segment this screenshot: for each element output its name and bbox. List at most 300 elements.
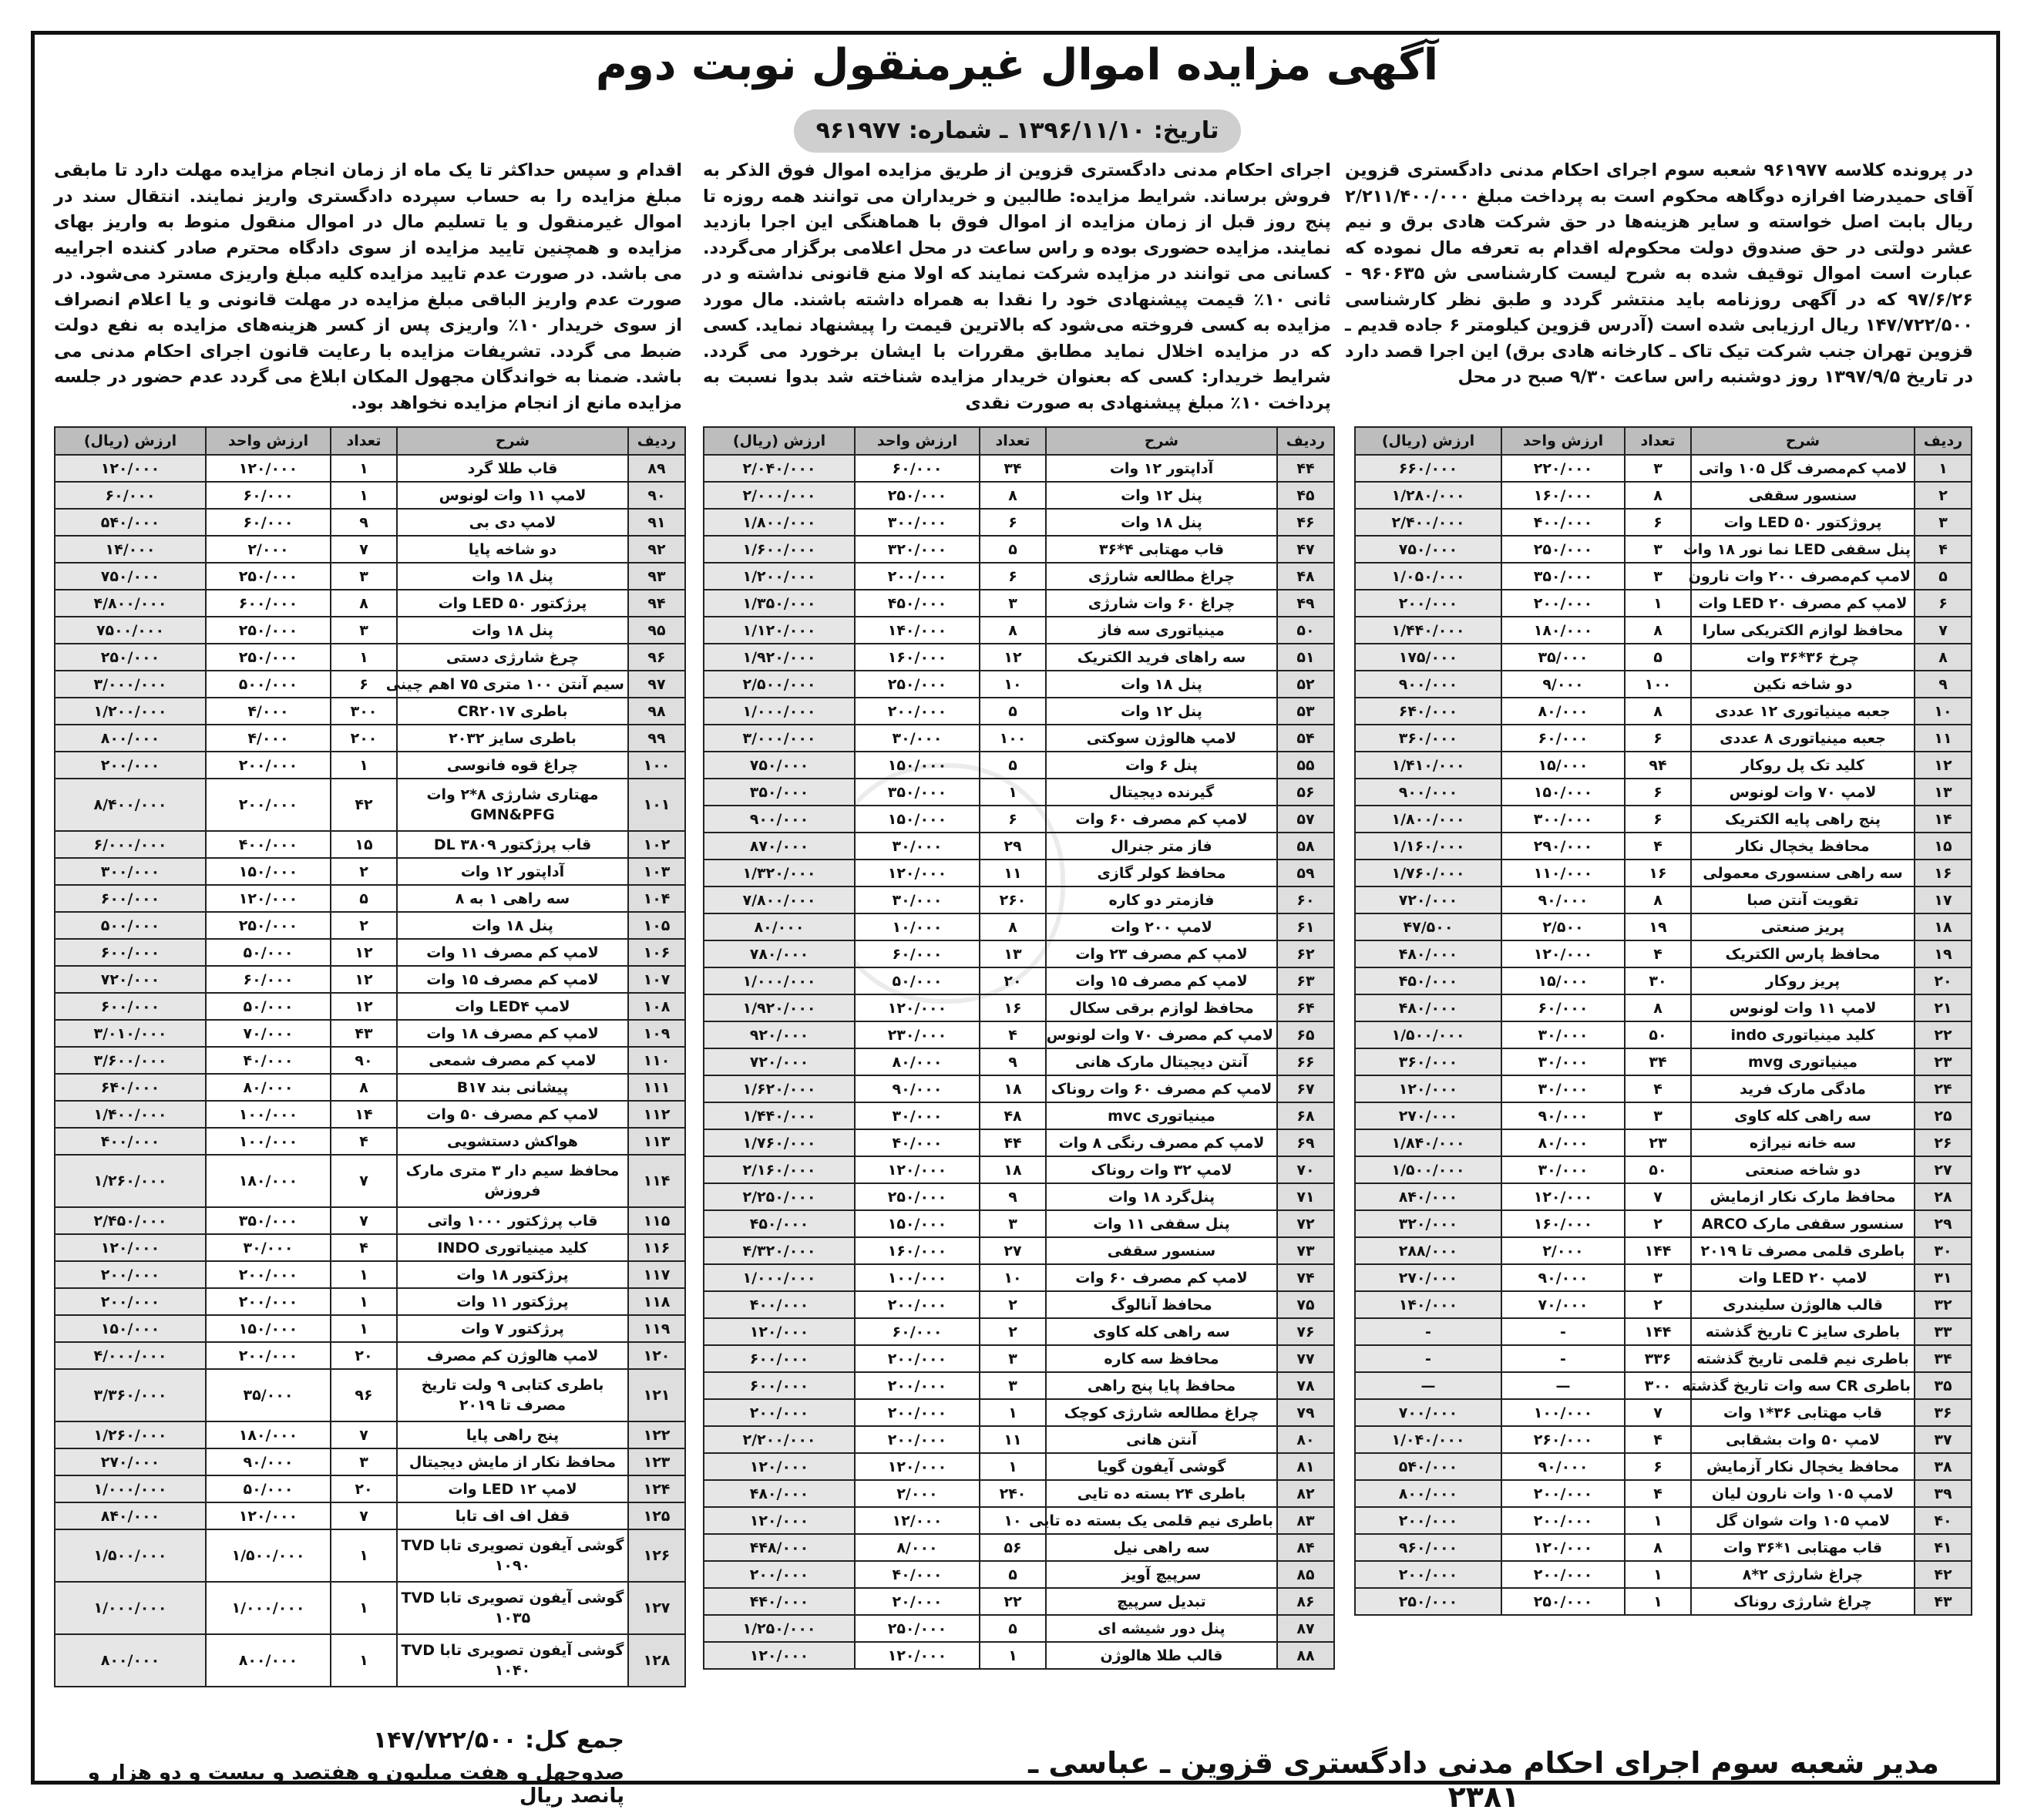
total-value: ۶۰۰/۰۰۰ [55,885,206,912]
row-number: ۳۷ [1915,1426,1972,1453]
table-row [1355,1453,1972,1480]
total-value: - [1355,1345,1501,1372]
unit-value: ۳۰۰/۰۰۰ [855,509,980,536]
table-row [1355,1237,1972,1264]
unit-value: ۱۰/۰۰۰ [855,913,980,940]
item-description: پیشانی بند B۱۷ [397,1074,628,1101]
total-value: ۱/۴۴۰/۰۰۰ [1355,617,1501,644]
item-description: باطری قلمی مصرف تا ۲۰۱۹ [1691,1237,1915,1264]
unit-value: ۱۲۰/۰۰۰ [855,1156,980,1183]
item-description: لامپ کم مصرف ۱۵ وات [1046,967,1277,994]
table-row [55,1261,685,1288]
item-quantity: ۱ [331,752,397,779]
total-value: ۱۲۰/۰۰۰ [704,1318,855,1345]
unit-value: ۱۲۰/۰۰۰ [1501,1534,1625,1561]
unit-value: ۱۸۰/۰۰۰ [206,1155,331,1207]
unit-value: ۱۵۰/۰۰۰ [855,752,980,779]
header-item-description: شرح [1046,427,1277,455]
item-quantity: ۸ [1625,482,1691,509]
unit-value: ۸۰/۰۰۰ [206,1074,331,1101]
row-number: ۳۹ [1915,1480,1972,1507]
unit-value: ۲۰۰/۰۰۰ [855,1372,980,1399]
table-row [704,509,1334,536]
item-quantity: ۴ [1625,1480,1691,1507]
item-quantity: ۶ [331,671,397,698]
item-quantity: ۹ [331,509,397,536]
row-number: ۷ [1915,617,1972,644]
table-row [1355,1561,1972,1588]
item-quantity: ۲ [1625,1210,1691,1237]
row-number: ۱۱۸ [628,1288,685,1315]
unit-value: ۶۰/۰۰۰ [855,940,980,967]
row-number: ۸۷ [1277,1615,1334,1642]
total-value: ۱۲۰/۰۰۰ [55,455,206,482]
unit-value: ۳۲۰/۰۰۰ [855,536,980,563]
item-description: قفل اف اف تابا [397,1502,628,1529]
item-quantity: ۳ [331,563,397,590]
total-value: ۲/۲۰۰/۰۰۰ [704,1426,855,1453]
row-number: ۴۶ [1277,509,1334,536]
total-value: ۱/۲۵۰/۰۰۰ [704,1615,855,1642]
row-number: ۹ [1915,671,1972,698]
row-number: ۴۵ [1277,482,1334,509]
unit-value: ۸۰/۰۰۰ [855,1048,980,1075]
total-value: ۳۶۰/۰۰۰ [1355,725,1501,752]
row-number: ۱۱۲ [628,1101,685,1128]
total-value: ۳/۰۰۰/۰۰۰ [704,725,855,752]
total-value: ۱۵۰/۰۰۰ [55,1315,206,1342]
row-number: ۱۲۵ [628,1502,685,1529]
total-value: ۱/۴۴۰/۰۰۰ [704,1102,855,1129]
item-description: پنل سقفی ۱۱ وات [1046,1210,1277,1237]
unit-value: ۵۰/۰۰۰ [855,967,980,994]
unit-value: ۱۵/۰۰۰ [1501,752,1625,779]
unit-value: ۲۰۰/۰۰۰ [855,1399,980,1426]
item-quantity: ۱۶ [980,994,1046,1021]
header-total-value: ارزش (ریال) [55,427,206,455]
row-number: ۶۵ [1277,1021,1334,1048]
item-quantity: ۳ [1625,1264,1691,1291]
item-description: چراغ ۶۰ وات شارژی [1046,590,1277,617]
table-header-row [1355,427,1972,455]
unit-value: ۴۰/۰۰۰ [855,1129,980,1156]
row-number: ۱۰۲ [628,831,685,858]
row-number: ۲۷ [1915,1156,1972,1183]
unit-value: ۲۰۰/۰۰۰ [855,563,980,590]
table-row [1355,590,1972,617]
total-value: ۴۵۰/۰۰۰ [1355,967,1501,994]
unit-value: ۲۰۰/۰۰۰ [855,1291,980,1318]
item-description: لامپ ۳۲ وات روناک [1046,1156,1277,1183]
total-value: ۷۵۰۰/۰۰۰ [55,617,206,644]
total-value: ۲/۲۵۰/۰۰۰ [704,1183,855,1210]
item-description: چراغ قوه فانوسی [397,752,628,779]
table-row [55,831,685,858]
unit-value: ۳۰/۰۰۰ [855,1102,980,1129]
unit-value: ۲۵۰/۰۰۰ [855,671,980,698]
table-row [55,644,685,671]
table-row [704,698,1334,725]
unit-value: ۲/۵۰۰ [1501,913,1625,940]
item-quantity: ۵۶ [980,1534,1046,1561]
table-row [55,752,685,779]
row-number: ۴۰ [1915,1507,1972,1534]
row-number: ۵ [1915,563,1972,590]
row-number: ۹۳ [628,563,685,590]
unit-value: ۳۵۰/۰۰۰ [855,779,980,806]
item-description: فاز متر جنرال [1046,833,1277,860]
header-total-value: ارزش (ریال) [704,427,855,455]
total-value: ۳۲۰/۰۰۰ [1355,1210,1501,1237]
item-quantity: ۳ [980,1372,1046,1399]
unit-value: ۲۳۰/۰۰۰ [855,1021,980,1048]
total-value: ۱/۰۰۰/۰۰۰ [55,1475,206,1502]
table-row [55,1074,685,1101]
table-row [704,1021,1334,1048]
unit-value: ۸/۰۰۰ [855,1534,980,1561]
total-value: ۳۶۰/۰۰۰ [1355,1048,1501,1075]
unit-value: ۲۰۰/۰۰۰ [206,752,331,779]
row-number: ۱۲۴ [628,1475,685,1502]
unit-value: ۲۰۰/۰۰۰ [206,1288,331,1315]
row-number: ۱۲۰ [628,1342,685,1369]
row-number: ۷۵ [1277,1291,1334,1318]
row-number: ۶۶ [1277,1048,1334,1075]
total-value: ۸۴۰/۰۰۰ [55,1502,206,1529]
row-number: ۲۵ [1915,1102,1972,1129]
total-value: ۶۴۰/۰۰۰ [1355,698,1501,725]
total-value: ۹۰۰/۰۰۰ [704,806,855,833]
table-row [55,1288,685,1315]
row-number: ۱۳ [1915,779,1972,806]
total-value: ۶۰۰/۰۰۰ [704,1345,855,1372]
item-description: باطری سایز ۲۰۳۲ [397,725,628,752]
table-row [704,1210,1334,1237]
table-row [704,1156,1334,1183]
total-amount-words: صدوچهل و هفت میلیون و هفتصد و بیست و دو هزار و پانصد ریال [87,1761,624,1808]
table-row [1355,1426,1972,1453]
table-row [55,1448,685,1475]
item-description: چراغ مطالعه شارژی کوچک [1046,1399,1277,1426]
item-description: پنل‌گرد ۱۸ وات [1046,1183,1277,1210]
unit-value: ۲۰۰/۰۰۰ [206,779,331,831]
unit-value: ۱۰۰/۰۰۰ [206,1101,331,1128]
total-value: ۹۰۰/۰۰۰ [1355,779,1501,806]
item-quantity: ۱۸ [980,1156,1046,1183]
table-row [1355,536,1972,563]
item-quantity: ۲۰۰ [331,725,397,752]
item-description: پنل ۱۸ وات [1046,671,1277,698]
total-value: ۷۲۰/۰۰۰ [55,966,206,993]
table-row [1355,967,1972,994]
item-description: جعبه مینیاتوری ۱۲ عددی [1691,698,1915,725]
total-value: ۱/۸۴۰/۰۰۰ [1355,1129,1501,1156]
table-row [1355,1129,1972,1156]
item-quantity: ۳ [980,590,1046,617]
header-item-description: شرح [397,427,628,455]
table-row [704,590,1334,617]
total-value: ۶۴۰/۰۰۰ [55,1074,206,1101]
row-number: ۲۸ [1915,1183,1972,1210]
total-value: ۱/۵۰۰/۰۰۰ [1355,1021,1501,1048]
unit-value: ۲/۰۰۰ [1501,1237,1625,1264]
unit-value: ۳۰/۰۰۰ [1501,1048,1625,1075]
item-description: لامپ LED ۲۰ وات [1691,1264,1915,1291]
unit-value: - [1501,1345,1625,1372]
item-quantity: ۱۰ [980,1507,1046,1534]
table-row [55,993,685,1020]
item-quantity: ۴۴ [980,1129,1046,1156]
total-value: ۴۸۰/۰۰۰ [1355,994,1501,1021]
unit-value: ۱۵/۰۰۰ [1501,967,1625,994]
unit-value: ۳۰/۰۰۰ [1501,1075,1625,1102]
table-row [55,1101,685,1128]
item-quantity: ۷ [331,1421,397,1448]
item-quantity: ۷ [331,1207,397,1234]
item-description: لامپ کم‌مصرف گل ۱۰۵ واتی [1691,455,1915,482]
row-number: ۱۰ [1915,698,1972,725]
table-row [1355,752,1972,779]
item-description: لامپ کم مصرف LED ۲۰ وات [1691,590,1915,617]
row-number: ۹۱ [628,509,685,536]
table-row [704,1588,1334,1615]
total-value: ۴/۳۲۰/۰۰۰ [704,1237,855,1264]
item-description: چراغ شارژی ۲*۸ [1691,1561,1915,1588]
item-description: باطری نیم قلمی تاریخ گذشته [1691,1345,1915,1372]
table-row [704,1237,1334,1264]
total-value: ۸۴۰/۰۰۰ [1355,1183,1501,1210]
unit-value: ۱۴۰/۰۰۰ [855,617,980,644]
item-description: لامپ ۱۱ وات لونوس [397,482,628,509]
row-number: ۸۹ [628,455,685,482]
item-quantity: ۲۲ [980,1588,1046,1615]
unit-value: ۱۵۰/۰۰۰ [855,806,980,833]
table-row [55,698,685,725]
unit-value: ۶۰/۰۰۰ [206,966,331,993]
page-title: آگهی مزایده اموال غیرمنقول نوبت دوم [595,40,1439,90]
table-row [704,860,1334,886]
item-description: سه خانه نیراژه [1691,1129,1915,1156]
header-unit-value: ارزش واحد [206,427,331,455]
total-value: ۱/۴۰۰/۰۰۰ [55,1101,206,1128]
item-quantity: ۸ [980,482,1046,509]
total-value: ۳/۳۶۰/۰۰۰ [55,1369,206,1421]
item-quantity: ۱ [331,1288,397,1315]
total-value: ۴۰۰/۰۰۰ [55,1128,206,1155]
unit-value: ۳۰/۰۰۰ [206,1234,331,1261]
row-number: ۱۱۳ [628,1128,685,1155]
row-number: ۷۷ [1277,1345,1334,1372]
item-quantity: ۴ [331,1234,397,1261]
row-number: ۱۲۱ [628,1369,685,1421]
total-value: ۱/۸۰۰/۰۰۰ [1355,806,1501,833]
table-row [1355,1291,1972,1318]
unit-value: ۷۰/۰۰۰ [206,1020,331,1047]
total-value: ۲/۴۰۰/۰۰۰ [1355,509,1501,536]
item-quantity: ۳ [1625,563,1691,590]
unit-value: - [1501,1318,1625,1345]
table-row [704,833,1334,860]
table-row [1355,1345,1972,1372]
total-value: ۷۸۰/۰۰۰ [704,940,855,967]
table-row [1355,509,1972,536]
item-description: کلید مینیاتوری indo [1691,1021,1915,1048]
row-number: ۲۰ [1915,967,1972,994]
unit-value: ۳۵/۰۰۰ [206,1369,331,1421]
item-description: سه راهی نیل [1046,1534,1277,1561]
unit-value: ۱۶۰/۰۰۰ [1501,1210,1625,1237]
table-row [704,1507,1334,1534]
total-value: ۱/۷۶۰/۰۰۰ [704,1129,855,1156]
table-row [55,1047,685,1074]
item-quantity: ۱ [331,1315,397,1342]
item-quantity: ۹ [980,1048,1046,1075]
unit-value: ۹۰/۰۰۰ [1501,886,1625,913]
item-quantity: ۶ [1625,1453,1691,1480]
unit-value: ۳۰/۰۰۰ [1501,1021,1625,1048]
unit-value: ۱۲۰/۰۰۰ [206,455,331,482]
item-quantity: ۸ [980,913,1046,940]
total-value: ۲۰۰/۰۰۰ [704,1399,855,1426]
unit-value: ۶۰/۰۰۰ [855,1318,980,1345]
item-quantity: ۱ [331,1634,397,1687]
row-number: ۶۷ [1277,1075,1334,1102]
table-row [704,1372,1334,1399]
item-description: گوشی آیفون تصویری تابا TVD ۱۰۴۰ [397,1634,628,1687]
table-row [55,1155,685,1207]
table-row [704,994,1334,1021]
total-value: ۳/۶۰۰/۰۰۰ [55,1047,206,1074]
item-description: لامپ ۱۰۵ وات شوان گل [1691,1507,1915,1534]
item-quantity: ۴ [980,1021,1046,1048]
item-description: لامپ کم‌مصرف ۲۰۰ وات نارون [1691,563,1915,590]
item-quantity: ۲۰ [331,1475,397,1502]
table-row [55,671,685,698]
unit-value: ۴/۰۰۰ [206,698,331,725]
row-number: ۴۲ [1915,1561,1972,1588]
item-description: سنسور سقفی مارک ARCO [1691,1210,1915,1237]
total-value: ۲۰۰/۰۰۰ [1355,1507,1501,1534]
table-row [704,725,1334,752]
table-row [1355,1156,1972,1183]
table-row [704,752,1334,779]
item-description: لامپ هالوژن کم مصرف [397,1342,628,1369]
item-quantity: ۲ [980,1291,1046,1318]
table-row [1355,994,1972,1021]
unit-value: ۲۵۰/۰۰۰ [206,617,331,644]
table-row [1355,1075,1972,1102]
row-number: ۶ [1915,590,1972,617]
unit-value: ۱۲۰/۰۰۰ [855,1642,980,1669]
item-description: باطری سایز C تاریخ گذشته [1691,1318,1915,1345]
total-value: ۱۲۰/۰۰۰ [704,1507,855,1534]
item-quantity: ۴ [1625,1075,1691,1102]
item-description: لامپ LED۴ وات [397,993,628,1020]
row-number: ۲۳ [1915,1048,1972,1075]
item-description: قاب مهتابی ۳۶*۱ وات [1691,1399,1915,1426]
header-item-quantity: تعداد [331,427,397,455]
row-number: ۲ [1915,482,1972,509]
item-quantity: ۷ [1625,1183,1691,1210]
item-description: قالب هالوژن سلیندری [1691,1291,1915,1318]
row-number: ۸۱ [1277,1453,1334,1480]
table-row [55,779,685,831]
date-number-badge: تاریخ: ۱۳۹۶/۱۱/۱۰ ـ شماره: ۹۶۱۹۷۷ [794,109,1241,153]
row-number: ۹۵ [628,617,685,644]
total-value: ۱۴/۰۰۰ [55,536,206,563]
unit-value: ۹۰/۰۰۰ [1501,1264,1625,1291]
unit-value: ۱۲۰/۰۰۰ [206,1502,331,1529]
total-value: ۲۷۰/۰۰۰ [1355,1102,1501,1129]
row-number: ۵۶ [1277,779,1334,806]
unit-value: ۲۰۰/۰۰۰ [1501,590,1625,617]
unit-value: ۲۲۰/۰۰۰ [1501,455,1625,482]
item-description: محافظ لوازم برقی سکال [1046,994,1277,1021]
total-value: ۲۵۰/۰۰۰ [55,644,206,671]
unit-value: ۷۰/۰۰۰ [1501,1291,1625,1318]
item-quantity: ۲۹ [980,833,1046,860]
total-value: ۶۰۰/۰۰۰ [55,939,206,966]
row-number: ۲۴ [1915,1075,1972,1102]
row-number: ۱۰۶ [628,939,685,966]
total-value: ۱/۰۵۰/۰۰۰ [1355,563,1501,590]
item-description: فازمتر دو کاره [1046,886,1277,913]
unit-value: ۱۶۰/۰۰۰ [1501,482,1625,509]
unit-value: ۵۰/۰۰۰ [206,1475,331,1502]
row-number: ۴۸ [1277,563,1334,590]
row-number: ۱۲۳ [628,1448,685,1475]
item-quantity: ۳ [1625,536,1691,563]
item-description: قاب پرژکتور DL ۳۸۰۹ [397,831,628,858]
total-value: ۷۰۰/۰۰۰ [1355,1399,1501,1426]
item-quantity: ۴۲ [331,779,397,831]
row-number: ۷۱ [1277,1183,1334,1210]
item-description: محافظ یخچال نکار [1691,833,1915,860]
item-description: باطری نیم قلمی یک بسته ده تایی [1046,1507,1277,1534]
row-number: ۱۷ [1915,886,1972,913]
table-row [55,509,685,536]
item-description: لامپ کم مصرف ۱۸ وات [397,1020,628,1047]
total-value: ۳/۰۰۰/۰۰۰ [55,671,206,698]
item-quantity: ۶ [980,806,1046,833]
row-number: ۱۱ [1915,725,1972,752]
row-number: ۶۱ [1277,913,1334,940]
total-value: ۳۰۰/۰۰۰ [55,858,206,885]
item-description: پنل ۱۸ وات [397,617,628,644]
total-value: ۷۵۰/۰۰۰ [704,752,855,779]
row-number: ۵۳ [1277,698,1334,725]
unit-value: ۲۵۰/۰۰۰ [206,912,331,939]
table-row [1355,1318,1972,1345]
item-quantity: ۳۳۶ [1625,1345,1691,1372]
row-number: ۱۰۵ [628,912,685,939]
item-description: محافظ لوازم الکتریکی سارا [1691,617,1915,644]
total-value: ۲۰۰/۰۰۰ [55,1288,206,1315]
total-value: ۲۰۰/۰۰۰ [1355,1561,1501,1588]
header-item-description: شرح [1691,427,1915,455]
item-quantity: ۷ [331,536,397,563]
total-value: ۱/۲۰۰/۰۰۰ [704,563,855,590]
table-row [55,1020,685,1047]
total-value: ۱/۲۰۰/۰۰۰ [55,698,206,725]
table-row [704,1534,1334,1561]
table-row [1355,1399,1972,1426]
row-number: ۱۱۰ [628,1047,685,1074]
unit-value: ۱۶۰/۰۰۰ [855,644,980,671]
row-number: ۳۸ [1915,1453,1972,1480]
unit-value: ۳۰/۰۰۰ [855,833,980,860]
item-description: محافظ پایا پنج راهی [1046,1372,1277,1399]
